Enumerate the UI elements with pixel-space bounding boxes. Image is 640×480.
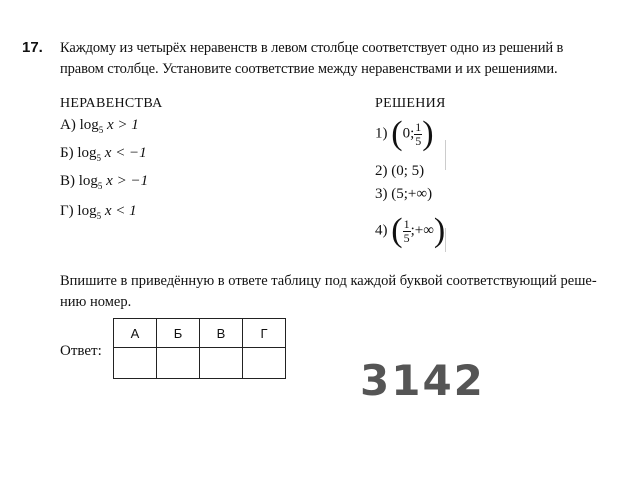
inequality-b: [60, 145, 147, 163]
task-text: [60, 38, 636, 80]
solution-1: [375, 117, 434, 151]
answer-column-v: В: [200, 319, 243, 348]
inequalities-header: НЕРАВЕНСТВА: [60, 96, 163, 111]
fraction-numerator: 1: [403, 216, 410, 231]
inequality-expr: x < −1: [104, 145, 147, 161]
open-paren: (: [391, 115, 403, 152]
solution-post: ;+∞: [410, 222, 434, 239]
answer-header-row: [114, 319, 286, 348]
inequality-func: log: [79, 117, 99, 133]
instruction-line-1: Впишите в приведённую в ответе таблицу под каждой буквой соответствующий реше-: [60, 273, 597, 289]
inequality-func: log: [78, 173, 98, 189]
fraction-numerator: 1: [415, 119, 422, 134]
inequality-label: Г): [60, 203, 74, 219]
inequality-func: log: [77, 145, 97, 161]
instruction-line-2: нию номер.: [60, 294, 132, 310]
close-paren: ): [422, 115, 434, 152]
answer-value-row: [114, 348, 286, 379]
solution-2: [375, 163, 424, 180]
scan-artifact: [445, 140, 446, 170]
scan-artifact: [445, 228, 446, 252]
fraction-denominator: 5: [403, 230, 410, 245]
solution-text: (5;+∞): [391, 186, 433, 202]
inequality-label: В): [60, 173, 75, 189]
solutions-header: РЕШЕНИЯ: [375, 96, 446, 111]
answer-column-b: Б: [157, 319, 200, 348]
inequality-func: log: [77, 203, 97, 219]
inequality-label: Б): [60, 145, 74, 161]
solution-3: [375, 186, 432, 203]
instruction-text: [60, 271, 636, 313]
inequality-expr: x < 1: [104, 203, 137, 219]
inequality-v: [60, 173, 148, 191]
answer-cell-v[interactable]: [200, 348, 243, 379]
solution-text: (0; 5): [391, 163, 425, 179]
result-answer: 3142: [360, 356, 485, 405]
fraction-denominator: 5: [415, 133, 422, 148]
task-number: 17.: [22, 39, 43, 56]
inequality-expr: x > 1: [107, 117, 139, 133]
inequality-base: 5: [97, 181, 103, 191]
answer-cell-a[interactable]: [114, 348, 157, 379]
solution-label: 4): [375, 222, 388, 239]
solution-4: [375, 214, 445, 248]
fraction: [403, 218, 411, 245]
solution-pre: 0;: [402, 125, 415, 142]
inequality-base: 5: [98, 125, 104, 135]
solution-label: 1): [375, 125, 388, 142]
inequality-base: 5: [96, 211, 102, 221]
inequality-base: 5: [96, 153, 102, 163]
answer-column-a: А: [114, 319, 157, 348]
answer-label: Ответ:: [60, 343, 102, 359]
inequality-a: [60, 117, 139, 135]
task-text-line-2: правом столбце. Установите соответствие между неравенствами и их решениями.: [60, 61, 558, 77]
close-paren: ): [433, 212, 446, 249]
solution-label: 3): [375, 186, 388, 202]
solution-label: 2): [375, 163, 388, 179]
answer-cell-b[interactable]: [157, 348, 200, 379]
inequality-expr: x > −1: [106, 173, 149, 189]
answer-column-g: Г: [243, 319, 286, 348]
inequality-label: А): [60, 117, 76, 133]
inequality-g: [60, 203, 137, 221]
answer-cell-g[interactable]: [243, 348, 286, 379]
task-text-line-1: Каждому из четырёх неравенств в левом столбце соответствует одно из решений в: [60, 40, 564, 56]
answer-table: [113, 318, 286, 379]
open-paren: (: [391, 212, 403, 249]
